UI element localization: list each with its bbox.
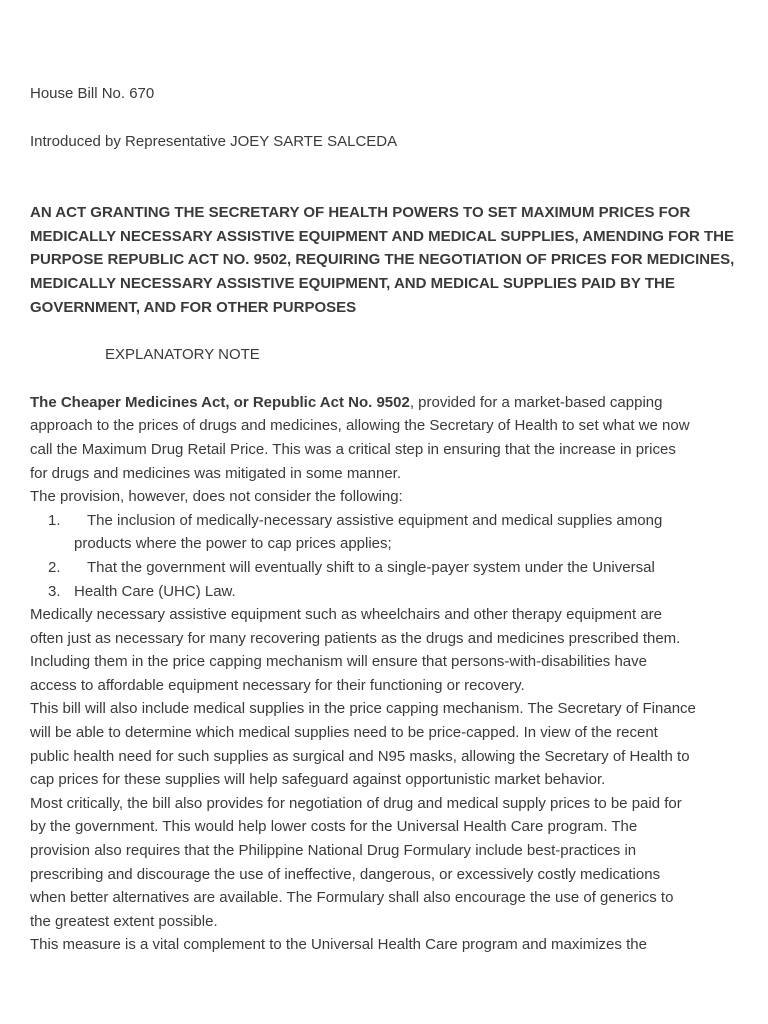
bill-title (30, 201, 742, 319)
paragraph-line: the greatest extent possible. (30, 912, 218, 930)
list-item-text: That the government will eventually shift to a single-payer system under the Universal (87, 558, 655, 576)
title-line: AN ACT GRANTING THE SECRETARY OF HEALTH POWERS TO SET MAXIMUM PRICES FOR (30, 204, 691, 222)
paragraph-line: This bill will also include medical supplies in the price capping mechanism. The Secretary of Finance (30, 700, 696, 718)
act-name-bold: The Cheaper Medicines Act, or Republic Act No. 9502 (30, 393, 410, 411)
introduced-by: Introduced by Representative JOEY SARTE SALCEDA (30, 132, 398, 150)
title-line: GOVERNMENT, AND FOR OTHER PURPOSES (30, 298, 357, 316)
paragraph-line: provision also requires that the Philippine National Drug Formulary include best-practices in (30, 842, 637, 860)
title-line: MEDICALLY NECESSARY ASSISTIVE EQUIPMENT AND MEDICAL SUPPLIES, AMENDING FOR THE (30, 227, 734, 245)
paragraph-line: Including them in the price capping mechanism will ensure that persons-with-disabilities have (30, 653, 647, 671)
paragraph-line: access to affordable equipment necessary for their functioning or recovery. (30, 676, 525, 694)
bill-number: House Bill No. 670 (30, 85, 155, 102)
title-line: MEDICALLY NECESSARY ASSISTIVE EQUIPMENT, AND MEDICAL SUPPLIES PAID BY THE (30, 274, 675, 292)
title-line: PURPOSE REPUBLIC ACT NO. 9502, REQUIRING THE NEGOTIATION OF PRICES FOR MEDICINES, (30, 251, 735, 269)
paragraph-line: call the Maximum Drug Retail Price. This was a critical step in ensuring that the increase in prices (30, 440, 676, 458)
list-item (30, 509, 742, 556)
paragraph-line: The provision, however, does not consider the following: (30, 488, 403, 506)
paragraph-line: This measure is a vital complement to the Universal Health Care program and maximizes the (30, 936, 647, 954)
paragraph-line: prescribing and discourage the use of ineffective, dangerous, or excessively costly medications (30, 865, 661, 883)
paragraph-line: for drugs and medicines was mitigated in some manner. (30, 464, 402, 482)
list-number: 2. (48, 558, 61, 576)
document-body (30, 82, 742, 957)
paragraph-price-negotiation (30, 792, 742, 934)
list-item-text: Health Care (UHC) Law. (74, 582, 236, 600)
paragraph-line: cap prices for these supplies will help safeguard against opportunistic market behavior. (30, 771, 606, 789)
list-item-text: products where the power to cap prices applies; (74, 535, 392, 553)
paragraph-assistive-equipment (30, 603, 742, 697)
paragraph-text: , provided for a market-based capping (409, 393, 663, 411)
paragraph-line: approach to the prices of drugs and medicines, allowing the Secretary of Health to set what we now (30, 417, 690, 435)
list-item (30, 556, 742, 580)
paragraph-medical-supplies (30, 697, 742, 791)
explanatory-note-heading: EXPLANATORY NOTE (105, 346, 260, 364)
list-item-text: The inclusion of medically-necessary assistive equipment and medical supplies among (87, 511, 663, 529)
paragraph-conclusion (30, 933, 742, 957)
paragraph-line: Medically necessary assistive equipment such as wheelchairs and other therapy equipment are (30, 606, 662, 624)
paragraph-line: when better alternatives are available. The Formulary shall also encourage the use of generics to (30, 889, 674, 907)
paragraph-line: public health need for such supplies as surgical and N95 masks, allowing the Secretary of Health to (30, 747, 690, 765)
list-item (30, 580, 742, 604)
list-number: 3. (48, 582, 61, 600)
paragraph-line: often just as necessary for many recovering patients as the drugs and medicines prescribed them. (30, 629, 681, 647)
paragraph-cheaper-medicines (30, 391, 742, 509)
list-number: 1. (48, 511, 61, 529)
paragraph-line (30, 391, 742, 415)
paragraph-line: Most critically, the bill also provides for negotiation of drug and medical supply prices to be paid for (30, 794, 682, 812)
paragraph-line: by the government. This would help lower costs for the Universal Health Care program. The (30, 818, 638, 836)
numbered-list (30, 509, 742, 603)
paragraph-line: will be able to determine which medical supplies need to be price-capped. In view of the recent (30, 724, 658, 742)
